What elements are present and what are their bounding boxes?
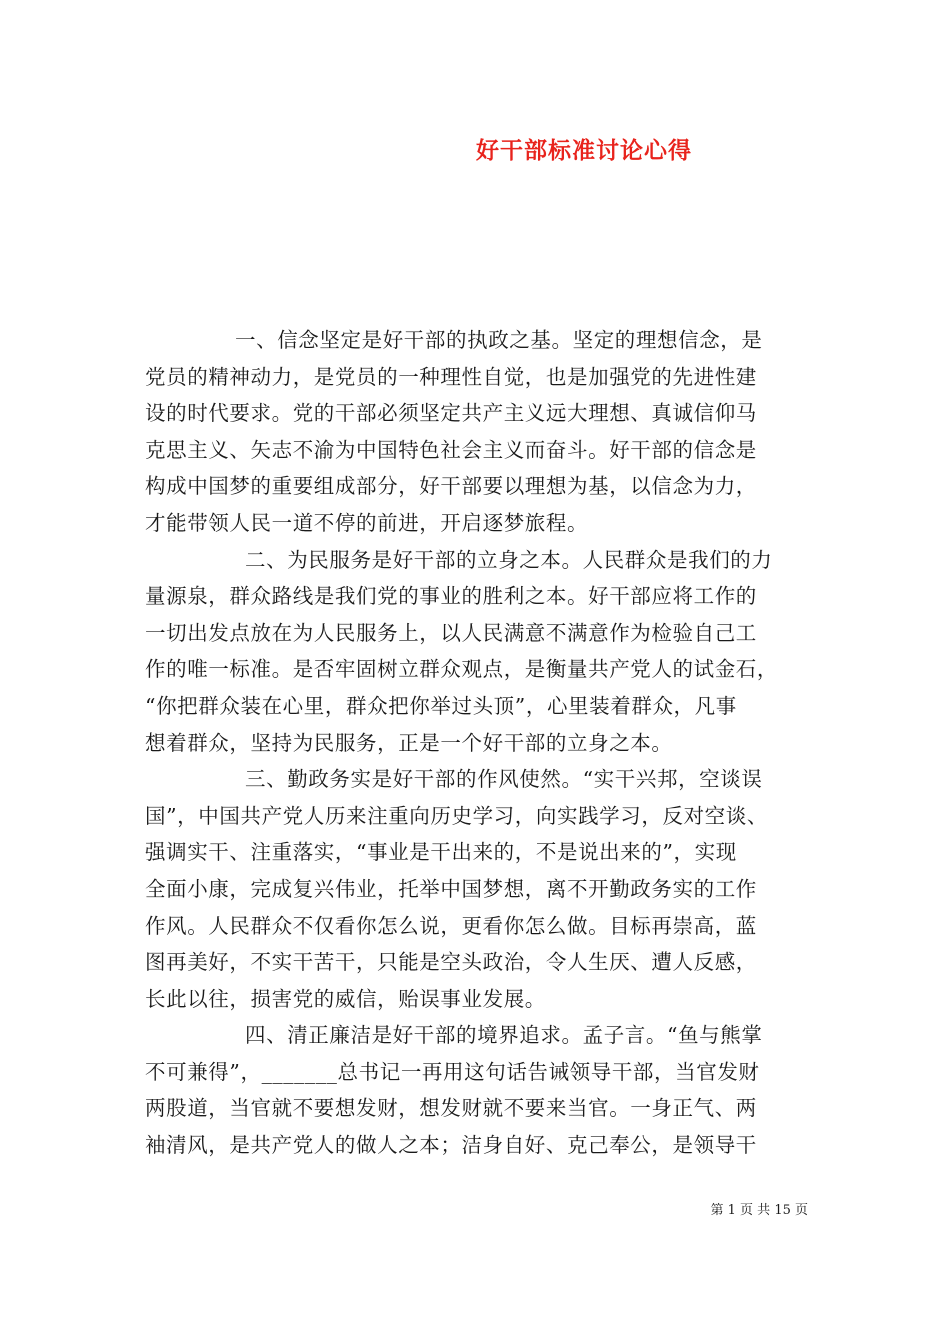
body-line: 克思主义、矢志不渝为中国特色社会主义而奋斗。好干部的信念是 bbox=[145, 437, 757, 462]
body-line: 一切出发点放在为人民服务上，以人民满意不满意作为检验自己工 bbox=[145, 620, 757, 645]
body-line: 长此以往，损害党的威信，贻误事业发展。 bbox=[145, 986, 546, 1011]
body-line: 作的唯一标准。是否牢固树立群众观点，是衡量共产党人的试金石， bbox=[145, 657, 778, 682]
body-line: 强调实干、注重落实，“事业是干出来的，不是说出来的”，实现 bbox=[145, 840, 737, 865]
body-line: 四、清正廉洁是好干部的境界追求。孟子言。“鱼与熊掌 bbox=[245, 1023, 763, 1048]
body-line: 构成中国梦的重要组成部分，好干部要以理想为基，以信念为力， bbox=[145, 474, 757, 499]
body-line: 三、勤政务实是好干部的作风使然。“实干兴邦，空谈误 bbox=[245, 767, 763, 792]
body-line: 一、信念坚定是好干部的执政之基。坚定的理想信念，是 bbox=[235, 328, 763, 352]
body-line: 党员的精神动力，是党员的一种理性自觉，也是加强党的先进性建 bbox=[145, 364, 757, 389]
body-line: “你把群众装在心里，群众把你举过头顶”，心里装着群众，凡事 bbox=[145, 693, 737, 718]
body-line: 国”，中国共产党人历来注重向历史学习，向实践学习，反对空谈、 bbox=[145, 803, 768, 828]
body-line: 量源泉，群众路线是我们党的事业的胜利之本。好干部应将工作的 bbox=[145, 584, 757, 609]
body-line: 才能带领人民一道不停的前进，开启逐梦旅程。 bbox=[145, 510, 589, 535]
body-line: 不可兼得”，_______总书记一再用这句话告诫领导干部，当官发财 bbox=[145, 1059, 760, 1084]
document-title: 好干部标准讨论心得 bbox=[476, 137, 692, 164]
body-line: 想着群众，坚持为民服务，正是一个好干部的立身之本。 bbox=[145, 730, 673, 755]
body-line: 袖清风，是共产党人的做人之本；洁身自好、克己奉公，是领导干 bbox=[145, 1133, 757, 1158]
body-line: 二、为民服务是好干部的立身之本。人民群众是我们的力 bbox=[245, 547, 773, 572]
document-body bbox=[145, 322, 809, 1164]
page-number-footer: 第 1 页 共 15 页 bbox=[710, 1203, 808, 1218]
body-line: 设的时代要求。党的干部必须坚定共产主义远大理想、真诚信仰马 bbox=[145, 401, 757, 426]
body-line: 全面小康，完成复兴伟业，托举中国梦想，离不开勤政务实的工作 bbox=[145, 876, 757, 901]
body-line: 两股道，当官就不要想发财，想发财就不要来当官。一身正气、两 bbox=[145, 1096, 757, 1121]
body-line: 图再美好，不实干苦干，只能是空头政治，令人生厌、遭人反感， bbox=[145, 950, 757, 975]
body-line: 作风。人民群众不仅看你怎么说，更看你怎么做。目标再崇高，蓝 bbox=[145, 913, 757, 938]
